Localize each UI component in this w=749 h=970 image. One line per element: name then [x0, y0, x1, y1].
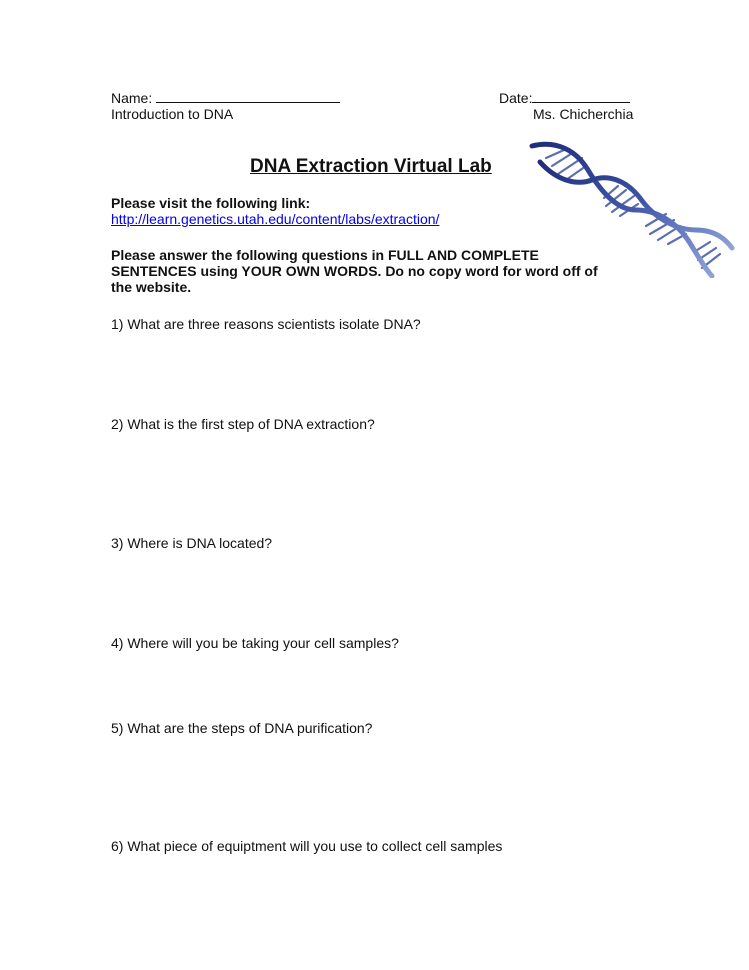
- dna-helix-icon: [526, 140, 736, 278]
- date-blank-line[interactable]: [532, 90, 630, 103]
- page-title: DNA Extraction Virtual Lab: [250, 156, 492, 177]
- instructions-line-3: the website.: [111, 279, 192, 295]
- question-5: 5) What are the steps of DNA purification?: [111, 720, 373, 736]
- question-6: 6) What piece of equiptment will you use to collect cell samples: [111, 838, 503, 854]
- instructions-line-2: SENTENCES using YOUR OWN WORDS. Do no copy word for word off of: [111, 263, 598, 279]
- name-blank-line[interactable]: [156, 90, 340, 103]
- date-label: Date:: [499, 90, 533, 106]
- question-2: 2) What is the first step of DNA extraction?: [111, 416, 375, 432]
- name-field[interactable]: [111, 90, 340, 106]
- question-3: 3) Where is DNA located?: [111, 535, 273, 551]
- extraction-lab-link[interactable]: http://learn.genetics.utah.edu/content/labs/extraction/: [111, 211, 440, 227]
- date-field[interactable]: [499, 90, 630, 106]
- instructions-line-1: Please answer the following questions in FULL AND COMPLETE: [111, 247, 539, 263]
- name-label: Name:: [111, 90, 153, 106]
- teacher-name: Ms. Chicherchia: [533, 106, 634, 122]
- question-1: 1) What are three reasons scientists isolate DNA?: [111, 316, 421, 332]
- question-4: 4) Where will you be taking your cell samples?: [111, 635, 399, 651]
- course-name: Introduction to DNA: [111, 106, 234, 122]
- visit-label: Please visit the following link:: [111, 195, 311, 211]
